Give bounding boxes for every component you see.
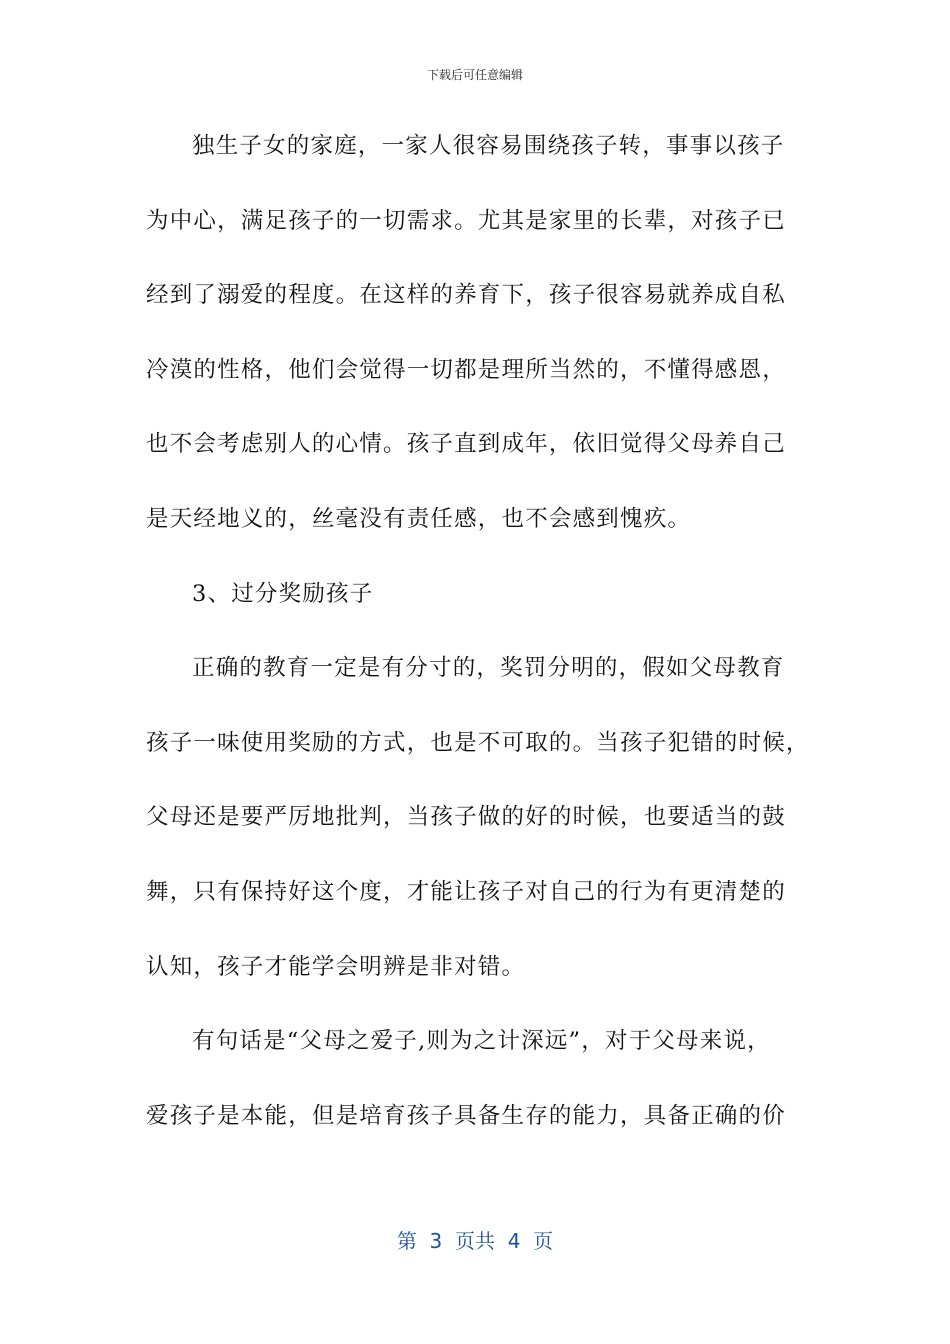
paragraph-1-line-6: 是天经地义的，丝毫没有责任感，也不会感到愧疚。 [146,505,692,532]
paragraph-3-line-3: 父母还是要严厉地批判，当孩子做的好的时候，也要适当的鼓 [146,804,786,831]
paragraph-3-line-2: 孩子一味使用奖励的方式，也是不可取的。当孩子犯错的时候， [146,729,810,756]
paragraph-4-line-1: 有句话是“父母之爱子,则为之计深远”，对于父母来说， [192,1028,771,1055]
paragraph-1-line-2: 为中心，满足孩子的一切需求。尤其是家里的长辈，对孩子已 [146,207,786,234]
page-number-footer: 第 3 页共 4 页 [396,1229,554,1253]
paragraph-4-line-2: 爱孩子是本能，但是培育孩子具备生存的能力，具备正确的价 [146,1102,786,1129]
paragraph-1-line-1: 独生子女的家庭，一家人很容易围绕孩子转，事事以孩子 [192,133,785,159]
paragraph-3-line-5: 认知，孩子才能学会明辨是非对错。 [146,953,526,980]
paragraph-1-line-5: 也不会考虑别人的心情。孩子直到成年，依旧觉得父母养自己 [146,431,786,458]
section-heading: 3、过分奖励孩子 [192,580,374,607]
paragraph-3-line-1: 正确的教育一定是有分寸的，奖罚分明的，假如父母教育 [192,655,785,682]
page-header: 下载后可任意编辑 [426,68,523,82]
paragraph-1-line-3: 经到了溺爱的程度。在这样的养育下，孩子很容易就养成自私 [146,282,786,309]
paragraph-1-line-4: 冷漠的性格，他们会觉得一切都是理所当然的，不懂得感恩， [146,356,786,383]
paragraph-3-line-4: 舞，只有保持好这个度，才能让孩子对自己的行为有更清楚的 [146,878,786,905]
document-body [146,126,810,1170]
